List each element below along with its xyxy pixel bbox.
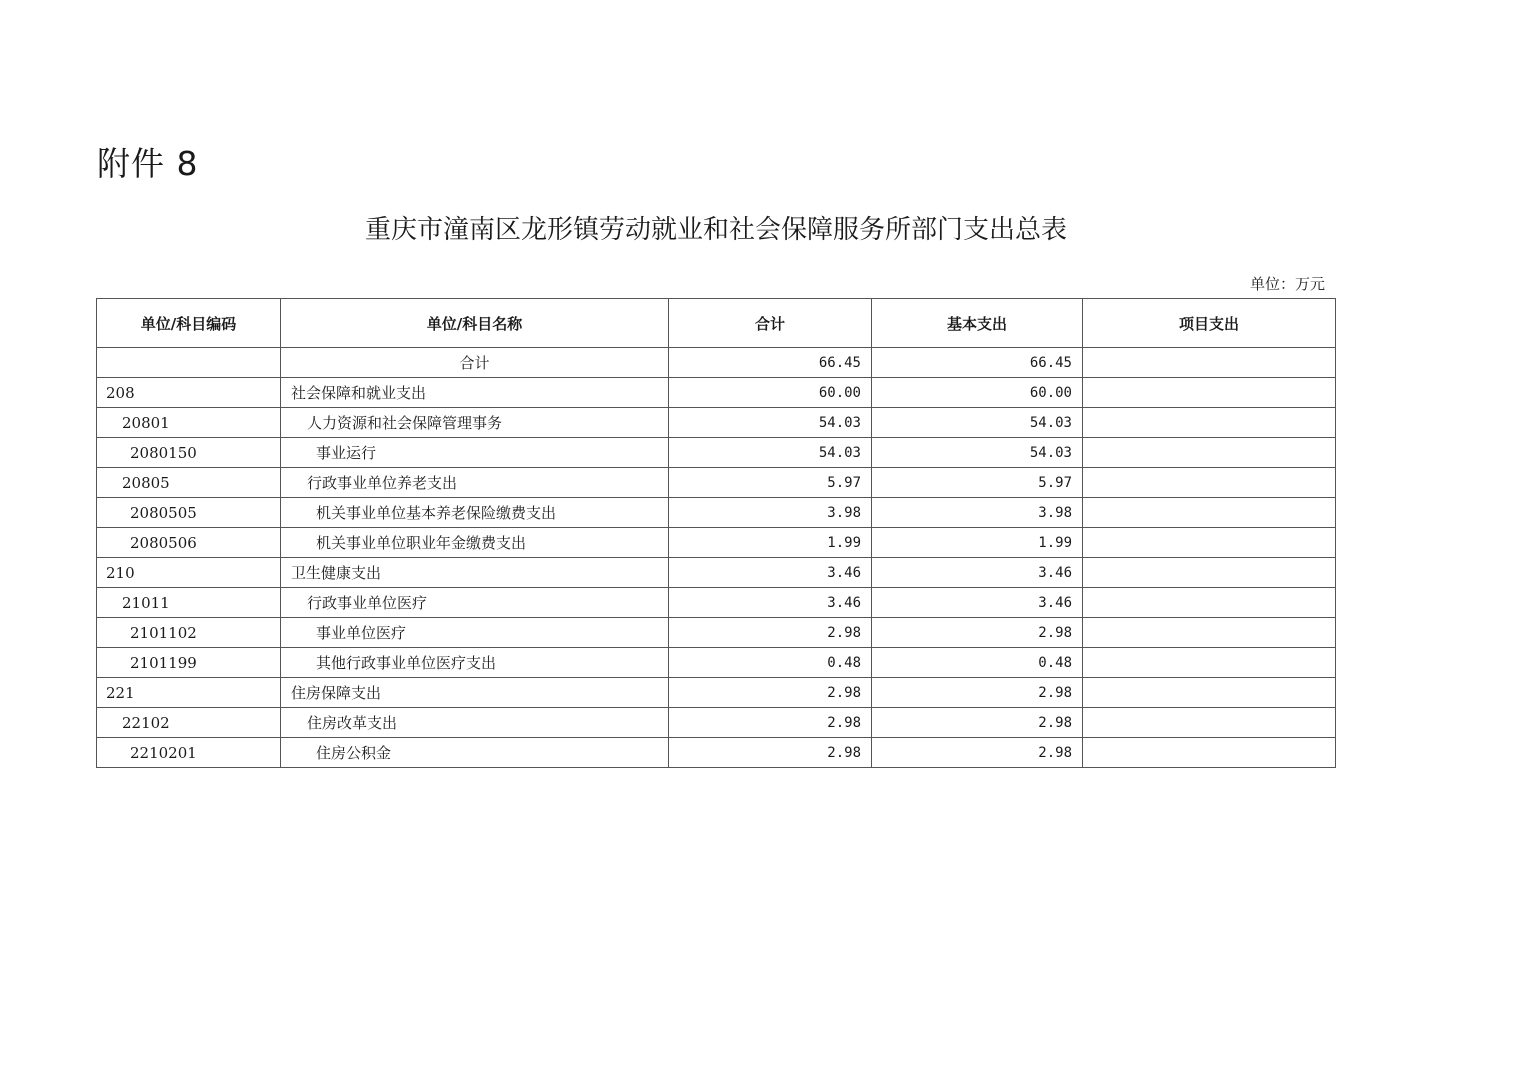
row-project [1083,678,1336,708]
row-project [1083,438,1336,468]
row-total: 2.98 [669,708,872,738]
total-row [97,348,1336,378]
row-code: 2101102 [97,618,281,648]
row-code: 221 [97,678,281,708]
header-total: 合计 [669,299,872,348]
header-basic: 基本支出 [872,299,1083,348]
row-code: 2080505 [97,498,281,528]
table-row [97,708,1336,738]
row-code: 21011 [97,588,281,618]
row-name: 社会保障和就业支出 [281,378,669,408]
row-project [1083,738,1336,768]
row-name: 住房保障支出 [281,678,669,708]
header-name: 单位/科目名称 [281,299,669,348]
row-code: 2080150 [97,438,281,468]
row-name: 卫生健康支出 [281,558,669,588]
total-row-total: 66.45 [669,348,872,378]
row-name: 事业运行 [281,438,669,468]
row-total: 60.00 [669,378,872,408]
row-code: 20805 [97,468,281,498]
row-project [1083,498,1336,528]
row-code: 210 [97,558,281,588]
row-project [1083,648,1336,678]
table-row [97,408,1336,438]
row-project [1083,528,1336,558]
row-code: 2080506 [97,528,281,558]
row-name: 机关事业单位职业年金缴费支出 [281,528,669,558]
row-basic: 2.98 [872,738,1083,768]
row-basic: 60.00 [872,378,1083,408]
table-row [97,558,1336,588]
row-name: 其他行政事业单位医疗支出 [281,648,669,678]
table-row [97,738,1336,768]
row-name: 行政事业单位医疗 [281,588,669,618]
unit-label: 单位：万元 [1249,275,1325,293]
row-project [1083,468,1336,498]
table-header-row [97,299,1336,348]
row-basic: 3.46 [872,588,1083,618]
row-project [1083,588,1336,618]
table-row [97,498,1336,528]
total-row-code [97,348,281,378]
total-row-name: 合计 [281,348,669,378]
header-code: 单位/科目编码 [97,299,281,348]
row-total: 2.98 [669,678,872,708]
row-total: 1.99 [669,528,872,558]
table-row [97,678,1336,708]
row-code: 22102 [97,708,281,738]
row-total: 3.98 [669,498,872,528]
row-total: 2.98 [669,738,872,768]
row-total: 54.03 [669,408,872,438]
table-row [97,648,1336,678]
row-basic: 3.98 [872,498,1083,528]
row-name: 人力资源和社会保障管理事务 [281,408,669,438]
row-basic: 2.98 [872,678,1083,708]
row-total: 3.46 [669,588,872,618]
row-basic: 5.97 [872,468,1083,498]
row-project [1083,618,1336,648]
attachment-label: 附件 8 [97,144,199,183]
row-basic: 54.03 [872,408,1083,438]
row-code: 2101199 [97,648,281,678]
row-code: 2210201 [97,738,281,768]
row-project [1083,378,1336,408]
page-title: 重庆市潼南区龙形镇劳动就业和社会保障服务所部门支出总表 [364,215,1067,245]
row-total: 54.03 [669,438,872,468]
header-project: 项目支出 [1083,299,1336,348]
row-project [1083,408,1336,438]
table-row [97,378,1336,408]
total-row-basic: 66.45 [872,348,1083,378]
row-basic: 2.98 [872,708,1083,738]
row-basic: 1.99 [872,528,1083,558]
row-total: 3.46 [669,558,872,588]
row-name: 事业单位医疗 [281,618,669,648]
table-row [97,528,1336,558]
table-row [97,588,1336,618]
table-row [97,438,1336,468]
total-row-project [1083,348,1336,378]
expenditure-table [96,298,1336,768]
row-basic: 2.98 [872,618,1083,648]
table-row [97,468,1336,498]
row-total: 0.48 [669,648,872,678]
row-project [1083,558,1336,588]
row-basic: 0.48 [872,648,1083,678]
row-name: 住房公积金 [281,738,669,768]
row-code: 208 [97,378,281,408]
row-total: 5.97 [669,468,872,498]
row-basic: 3.46 [872,558,1083,588]
row-name: 行政事业单位养老支出 [281,468,669,498]
row-project [1083,708,1336,738]
row-name: 机关事业单位基本养老保险缴费支出 [281,498,669,528]
row-name: 住房改革支出 [281,708,669,738]
row-code: 20801 [97,408,281,438]
row-basic: 54.03 [872,438,1083,468]
table-row [97,618,1336,648]
row-total: 2.98 [669,618,872,648]
